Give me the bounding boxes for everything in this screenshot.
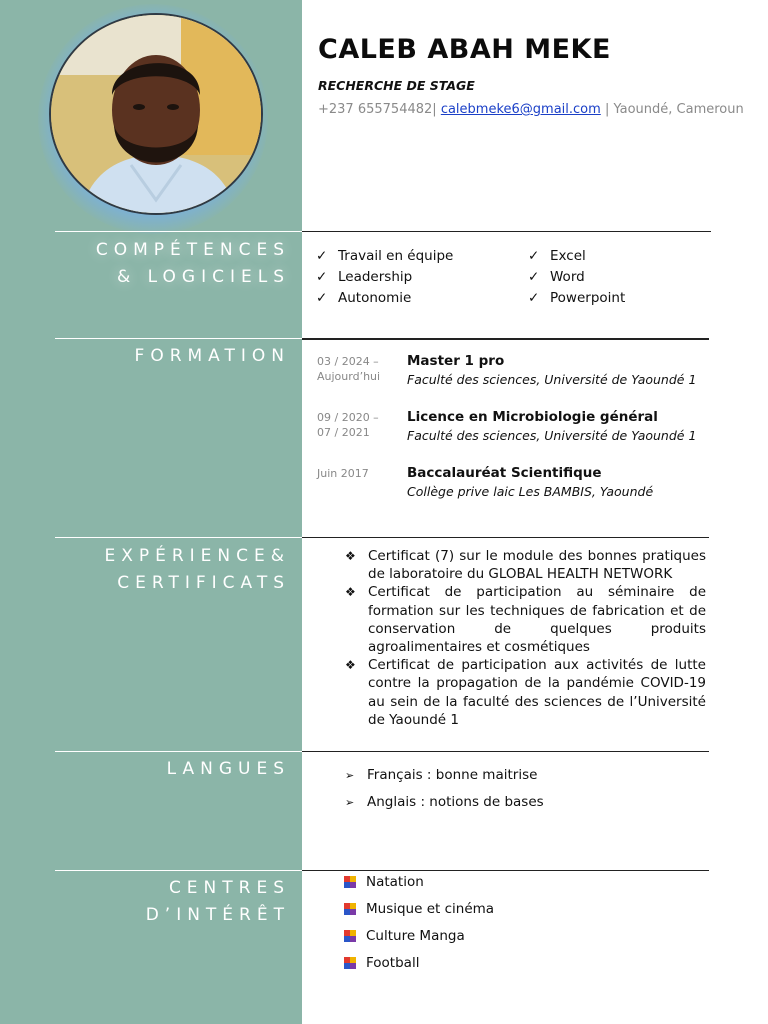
list-item: ✓ Travail en équipe — [316, 246, 453, 267]
divider — [302, 537, 709, 538]
education-date: 09 / 2020 – 07 / 2021 — [317, 411, 379, 439]
check-icon: ✓ — [528, 269, 540, 285]
section-title-languages: LANGUES — [166, 759, 290, 779]
check-icon: ✓ — [316, 248, 328, 264]
divider — [302, 751, 709, 752]
section-title-interests: CENTRES D’INTÉRÊT — [145, 878, 290, 925]
arrow-bullet-icon: ➢ — [345, 769, 355, 782]
location: Yaoundé, Cameroun — [613, 102, 744, 117]
email-link[interactable]: calebmeke6@gmail.com — [440, 102, 601, 117]
list-item: ✓ Leadership — [316, 267, 453, 288]
skills-list-soft — [316, 246, 453, 309]
list-item: ❖ Certificat de participation au séminaire de formation sur les techniques de fabrication et de conservation de quelques produits agroalimentaires et cosmétiques — [345, 584, 706, 656]
divider — [302, 338, 709, 340]
diamond-bullet-icon: ❖ — [345, 658, 356, 673]
check-icon: ✓ — [316, 290, 328, 306]
list-item: Culture Manga — [343, 922, 494, 949]
list-item: ✓ Excel — [528, 246, 625, 267]
profile-photo — [49, 13, 263, 215]
contact-line — [318, 102, 744, 117]
list-item: ❖ Certificat (7) sur le module des bonnes pratiques de laboratoire du GLOBAL HEALTH NETWORK — [345, 548, 706, 583]
separator: | — [604, 102, 610, 117]
divider — [302, 231, 711, 232]
diamond-bullet-icon: ❖ — [345, 549, 356, 563]
diamond-bullet-icon: ❖ — [345, 585, 356, 600]
list-item: ➢ Français : bonne maitrise — [345, 767, 538, 783]
divider — [55, 751, 302, 752]
section-title-experience: EXPÉRIENCE& CERTIFICATS — [104, 546, 290, 593]
separator: | — [432, 102, 437, 117]
check-icon: ✓ — [528, 248, 540, 264]
colored-square-bullet-icon — [343, 875, 357, 889]
education-degree: Licence en Microbiologie général — [407, 409, 658, 425]
interests-list — [343, 868, 494, 976]
skills-list-software — [528, 246, 625, 309]
colored-square-bullet-icon — [343, 902, 357, 916]
section-title-skills: COMPÉTENCES & LOGICIELS — [95, 240, 290, 287]
phone-number: +237 655754482 — [318, 102, 433, 117]
colored-square-bullet-icon — [343, 956, 357, 970]
education-date: Juin 2017 — [317, 467, 369, 480]
education-school: Faculté des sciences, Université de Yaoundé 1 — [407, 372, 697, 387]
check-icon: ✓ — [316, 269, 328, 285]
arrow-bullet-icon: ➢ — [345, 796, 355, 809]
education-date: 03 / 2024 – Aujourd’hui — [317, 355, 381, 383]
candidate-name: CALEB ABAH MEKE — [318, 34, 611, 65]
job-subtitle: RECHERCHE DE STAGE — [318, 78, 475, 93]
education-degree: Baccalauréat Scientifique — [407, 465, 602, 481]
list-item: ❖ Certificat de participation aux activités de lutte contre la propagation de la pandémie COVID-19 au sein de la faculté des sciences de l’Université de Yaoundé 1 — [345, 657, 706, 728]
education-school: Collège prive laic Les BAMBIS, Yaoundé — [407, 484, 654, 499]
list-item: ✓ Powerpoint — [528, 288, 625, 309]
languages-list — [345, 767, 544, 821]
divider — [55, 537, 302, 538]
divider — [55, 231, 302, 232]
list-item: Natation — [343, 868, 494, 895]
divider — [55, 870, 302, 871]
education-degree: Master 1 pro — [407, 353, 505, 369]
check-icon: ✓ — [528, 290, 540, 306]
experience-list — [345, 547, 706, 729]
education-school: Faculté des sciences, Université de Yaoundé 1 — [407, 428, 697, 443]
list-item: ✓ Word — [528, 267, 625, 288]
section-title-education: FORMATION — [134, 346, 290, 366]
divider — [55, 338, 302, 339]
list-item: Football — [343, 949, 494, 976]
list-item: Musique et cinéma — [343, 895, 494, 922]
list-item: ✓ Autonomie — [316, 288, 453, 309]
list-item: ➢ Anglais : notions de bases — [345, 794, 544, 810]
colored-square-bullet-icon — [343, 929, 357, 943]
